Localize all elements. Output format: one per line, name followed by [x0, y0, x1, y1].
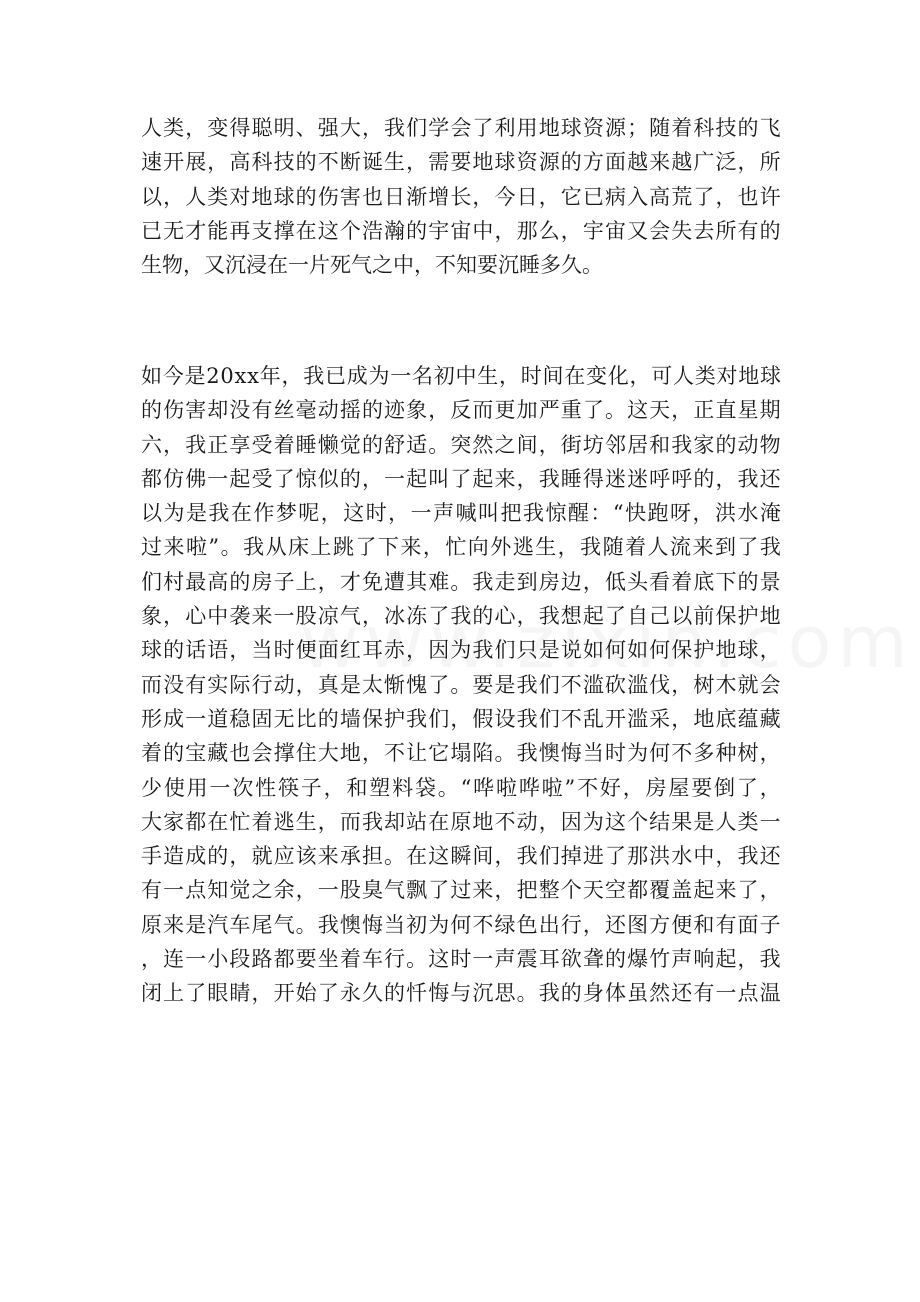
- text-line: 过 来 啦 ” 。 我 从 床 上 跳 了 下 来 ， 忙 向 外 逃 生 ， 我 随 着 人 流 来 到 了 我: [141, 535, 781, 560]
- text-line: 有 一 点 知 觉 之 余 ， 一 股 臭 气 飘 了 过 来 ， 把 整 个 天 空 都 覆 盖 起 来 了 ，: [141, 878, 781, 903]
- text-line: 原 来 是 汽 车 尾 气 。 我 懊 悔 当 初 为 何 不 绿 色 出 行 ， 还 图 方 便 和 有 面 子: [141, 912, 781, 937]
- text-line: 生物，又沉浸在一片死气之中，不知要沉睡多久。: [141, 253, 603, 278]
- paragraph-2: [141, 359, 781, 1011]
- text-line: 以 为 是 我 在 作 梦 呢 ， 这 时 ， 一 声 喊 叫 把 我 惊 醒 ： “ 快 跑 呀 ， 洪 水 淹: [141, 501, 781, 526]
- text-line: 以 ， 人 类 对 地 球 的 伤 害 也 日 渐 增 长 ， 今 日 ， 它 已 病 入 高 荒 了 ， 也 许: [141, 184, 781, 209]
- text-line: 人 类 ， 变 得 聪 明 、 强 大 ， 我 们 学 会 了 利 用 地 球 资 源 ； 随 着 科 技 的 飞: [141, 116, 781, 140]
- text-line: 闭 上 了 眼 睛 ， 开 始 了 永 久 的 忏 悔 与 沉 思 。 我 的 身 体 虽 然 还 有 一 点 温: [141, 981, 781, 1006]
- text-line: 都 仿 佛 一 起 受 了 惊 似 的 ， 一 起 叫 了 起 来 ， 我 睡 得 迷 迷 呼 呼 的 ， 我 还: [141, 466, 781, 491]
- text-line: 象 ， 心 中 袭 来 一 股 凉 气 ， 冰 冻 了 我 的 心 ， 我 想 起 了 自 己 以 前 保 护 地: [141, 604, 781, 629]
- text-line: 六 ， 我 正 享 受 着 睡 懒 觉 的 舒 适 。 突 然 之 间 ， 街 坊 邻 居 和 我 家 的 动 物: [141, 432, 781, 457]
- text-line: 大 家 都 在 忙 着 逃 生 ， 而 我 却 站 在 原 地 不 动 ， 因 为 这 个 结 果 是 人 类 一: [141, 809, 781, 834]
- text-line: 形 成 一 道 稳 固 无 比 的 墙 保 护 我 们 ， 假 设 我 们 不 乱 开 滥 采 ， 地 底 蕴 藏: [141, 706, 781, 731]
- text-line: 已 无 才 能 再 支 撑 在 这 个 浩 瀚 的 宇 宙 中 ， 那 么 ， 宇 宙 又 会 失 去 所 有 的: [141, 218, 781, 243]
- text-line: 少 使 用 一 次 性 筷 子 ， 和 塑 料 袋 。 “ 哗 啦 哗 啦 ” 不 好 ， 房 屋 要 倒 了 ，: [141, 775, 781, 800]
- text-line: 而 没 有 实 际 行 动 ， 真 是 太 惭 愧 了 。 要 是 我 们 不 滥 砍 滥 伐 ， 树 木 就 会: [141, 672, 781, 697]
- text-line: 速 开 展 ， 高 科 技 的 不 断 诞 生 ， 需 要 地 球 资 源 的 方 面 越 来 越 广 泛 ， 所: [141, 150, 781, 175]
- text-line: 们 村 最 高 的 房 子 上 ， 才 免 遭 其 难 。 我 走 到 房 边 ， 低 头 看 着 底 下 的 景: [141, 569, 781, 594]
- text-line: 手 造 成 的 ， 就 应 该 来 承 担 。 在 这 瞬 间 ， 我 们 掉 进 了 那 洪 水 中 ， 我 还: [141, 844, 781, 869]
- paragraph-1: [141, 111, 781, 282]
- text-line: 着 的 宝 藏 也 会 撑 住 大 地 ， 不 让 它 塌 陷 。 我 懊 悔 当 时 为 何 不 多 种 树 ，: [141, 741, 781, 766]
- text-line: 的 伤 害 却 没 有 丝 毫 动 摇 的 迹 象 ， 反 而 更 加 严 重 了 。 这 天 ， 正 直 星 期: [141, 398, 781, 423]
- text-line: 球 的 话 语 ， 当 时 便 面 红 耳 赤 ， 因 为 我 们 只 是 说 如 何 如 何 保 护 地 球 ，: [141, 638, 781, 663]
- text-line: ， 连 一 小 段 路 都 要 坐 着 车 行 。 这 时 一 声 震 耳 欲 聋 的 爆 竹 声 响 起 ， 我: [141, 947, 781, 972]
- text-line: 如 今 是 2 0 x x 年 ， 我 已 成 为 一 名 初 中 生 ， 时 间 在 变 化 ， 可 人 类 对 地 球: [141, 364, 781, 388]
